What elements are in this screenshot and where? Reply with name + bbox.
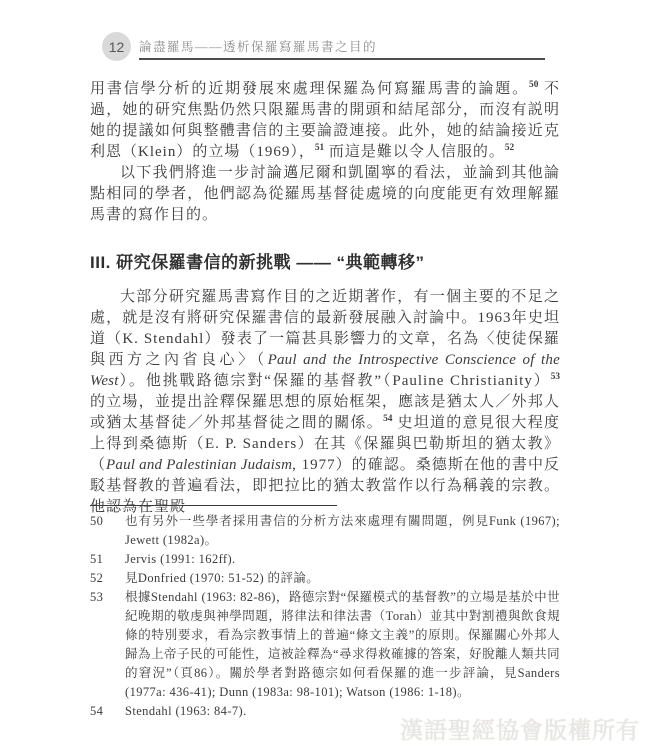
body-content (90, 79, 560, 518)
running-head-title: 論盡羅馬——透析保羅寫羅馬書之目的 (139, 40, 378, 54)
footnotes-section (90, 505, 560, 721)
paragraph: 大部分研究羅馬書寫作目的之近期著作，有一個主要的不足之處，就是沒有將研究保羅書信的最新發展融入討論中。1963年史坦道（K. Stendahl）發表了一篇甚具影響力的文章，名為〈使徒保羅與西方之內省良心〉（Paul and the Introspective Conscience of the West）。他挑戰路德宗對“保羅的基督教”（Pauline Christianity）$^{53}$ 的立場，並提出詮釋保羅思想的原始框架，應該是猶太人／外邦人或猶太基督徒／外邦基督徒之間的關係。$^{54}$ 史坦道的意見很大程度上得到桑德斯（E. P. Sanders）在其《保羅與巴勒斯坦的猶太教》（Paul and Palestinian Judaism, 1977）的確認。桑德斯在他的書中反駁基督教的普遍看法，即把拉比的猶太教當作以行為稱義的宗教。他認為在聖殿 (90, 289, 560, 515)
footnote-text: 也有另外一些學者採用書信的分析方法來處理有關問題，例見Funk (1967); Jewett (1982a)。 (125, 514, 560, 547)
footnote-number: 51 (90, 552, 104, 566)
watermark: 漢語聖經協會版權所有 (400, 717, 640, 743)
footnote-text: 根據Stendahl (1963: 82-86)，路德宗對“保羅模式的基督教”的立場是基於中世紀晚期的敬虔與神學問題，將律法和律法書（Torah）並其中對割禮與飲食規條的特別要求，看為宗教事情上的普遍“條文主義”的原則。保羅關心外邦人歸為上帝子民的可能性，這被詮釋為“尋求得救確據的答案，好脫離人類共同的窘況”（頁86）。關於學者對路德宗如何看保羅的進一步評論，見Sanders (1977a: 436-41); Dunn (1983a: 98-101); Watson (1986: 1-18)。 (125, 590, 560, 699)
paragraph: 以下我們將進一步討論邁尼爾和凱圍寧的看法，並論到其他論點相同的學者，他們認為從羅馬基督徒處境的向度能更有效理解羅馬書的寫作目的。 (90, 165, 560, 223)
footnote-text: Jervis (1991: 162ff). (125, 552, 236, 566)
footnote-number: 52 (90, 571, 104, 585)
footnote-text: 見Donfried (1970: 51-52) 的評論。 (125, 571, 320, 585)
footnotes-list (90, 512, 560, 721)
footnote-ref: 53 (550, 372, 560, 382)
footnote (90, 550, 560, 569)
footnote (90, 512, 560, 550)
header-rule (139, 58, 545, 60)
italic-title: Paul and the Introspective Conscience of the West (90, 352, 560, 389)
footnote-number: 50 (90, 514, 104, 528)
footnote-text: Stendahl (1963: 84-7). (125, 704, 247, 718)
footnote-separator (90, 505, 337, 506)
footnote (90, 588, 560, 702)
footnote-ref: 51 (314, 143, 325, 153)
page-number: 12 (108, 38, 125, 55)
footnote-number: 53 (90, 590, 104, 604)
footnote-ref: 54 (383, 414, 393, 424)
footnote (90, 569, 560, 588)
section-heading: III. 研究保羅書信的新挑戰 —— “典範轉移” (90, 253, 425, 272)
page-header (90, 32, 560, 64)
footnote-ref: 52 (504, 143, 515, 153)
footnote-number: 54 (90, 704, 104, 718)
footnote (90, 702, 560, 721)
page-number-badge (102, 32, 131, 61)
paragraph: 用書信學分析的近期發展來處理保羅為何寫羅馬書的論題。$^{50}$ 不過，她的研究焦點仍然只限羅馬書的開頭和結尾部分，而沒有説明她的提議如何與整體書信的主要論證連接。此外，她的結論接近克利恩（Klein）的立場（1969），$^{51}$ 而這是難以令人信服的。$^{52}$ (90, 80, 560, 160)
italic-title: Paul and Palestinian Judaism (106, 457, 293, 473)
footnote-ref: 50 (529, 80, 539, 90)
